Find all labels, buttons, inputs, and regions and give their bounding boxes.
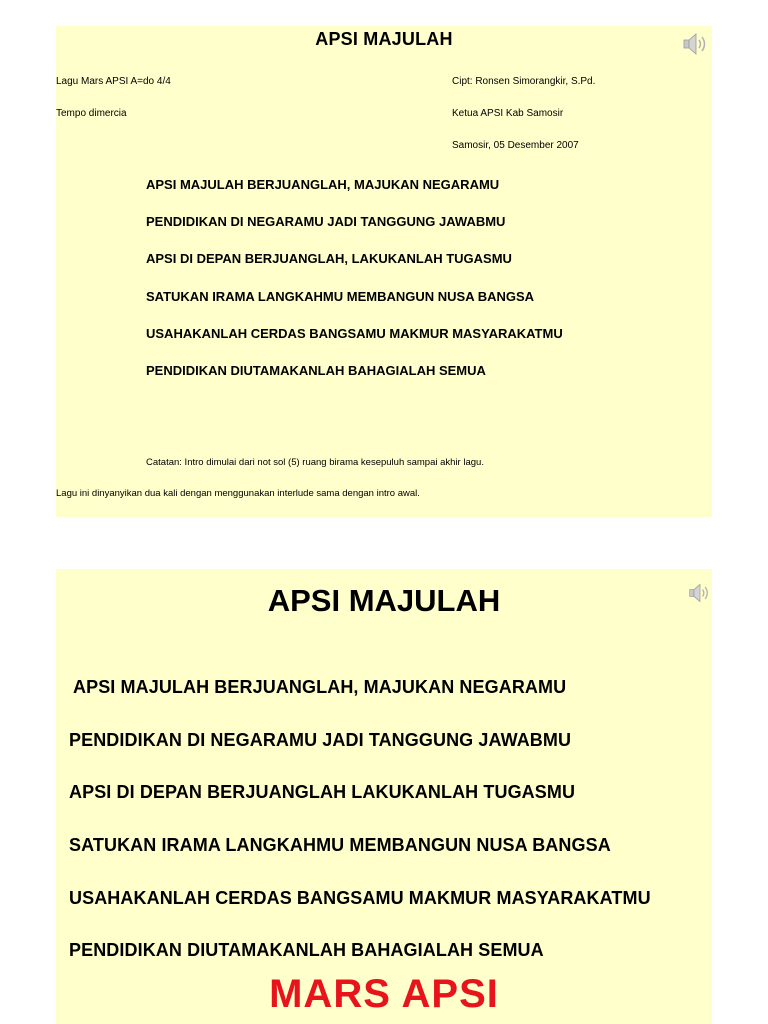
lyric-line: PENDIDIKAN DIUTAMAKANLAH BAHAGIALAH SEMUA [146,363,486,378]
lyric-line: PENDIDIKAN DI NEGARAMU JADI TANGGUNG JAWABMU [69,730,572,750]
lyric-line: USAHAKANLAH CERDAS BANGSAMU MAKMUR MASYARAKATMU [69,888,651,908]
tempo-info: Tempo dimercia [56,108,127,119]
slide-1-title: APSI MAJULAH [315,29,453,49]
interlude-note: Lagu ini dinyanyikan dua kali dengan menggunakan interlude sama dengan intro awal. [56,488,420,499]
composer-title: Ketua APSI Kab Samosir [452,108,564,119]
lyric-line: SATUKAN IRAMA LANGKAHMU MEMBANGUN NUSA BANGSA [69,835,611,855]
intro-note: Catatan: Intro dimulai dari not sol (5) ruang birama kesepuluh sampai akhir lagu. [146,457,484,468]
mars-apsi-banner: MARS APSI [269,972,499,1016]
lyric-line: PENDIDIKAN DIUTAMAKANLAH BAHAGIALAH SEMUA [69,940,544,960]
composer-date: Samosir, 05 Desember 2007 [452,140,579,151]
lyric-line: APSI DI DEPAN BERJUANGLAH, LAKUKANLAH TUGASMU [146,251,512,266]
lyric-line: APSI DI DEPAN BERJUANGLAH LAKUKANLAH TUGASMU [69,782,576,802]
lyric-line: SATUKAN IRAMA LANGKAHMU MEMBANGUN NUSA BANGSA [146,289,535,304]
slide-2 [56,569,712,1024]
lyric-line: PENDIDIKAN DI NEGARAMU JADI TANGGUNG JAWABMU [146,214,506,229]
composer-info: Cipt: Ronsen Simorangkir, S.Pd. [452,76,596,87]
song-info: Lagu Mars APSI A=do 4/4 [56,76,171,87]
lyric-line: APSI MAJULAH BERJUANGLAH, MAJUKAN NEGARAMU [146,177,500,192]
slide-2-title: APSI MAJULAH [267,583,501,618]
lyric-line: APSI MAJULAH BERJUANGLAH, MAJUKAN NEGARAMU [73,677,567,697]
slide-1 [56,26,712,517]
lyric-line: USAHAKANLAH CERDAS BANGSAMU MAKMUR MASYARAKATMU [146,326,563,341]
